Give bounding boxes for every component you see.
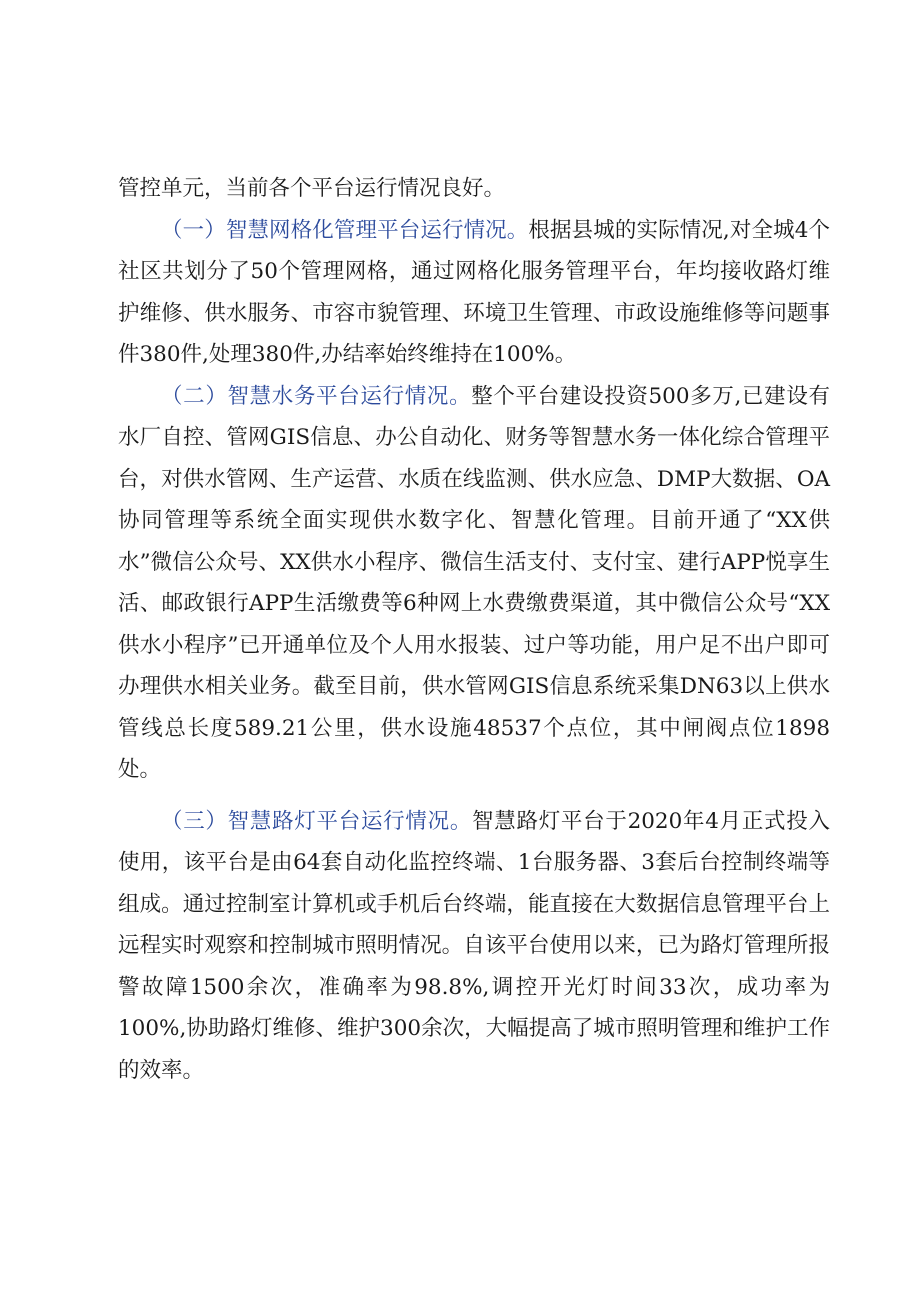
paragraph-smart-water <box>118 376 830 791</box>
paragraph-smart-streetlight <box>118 801 830 1092</box>
paragraph-text: 整个平台建设投资500多万,已建设有水厂自控、管网GIS信息、办公自动化、财务等智慧水务一体化综合管理平台，对供水管网、生产运营、水质在线监测、供水应急、DMP大数据、OA协同管理等系统全面实现供水数字化、智慧化管理。目前开通了“XX供水”微信公众号、XX供水小程序、微信生活支付、支付宝、建行APP悦享生活、邮政银行APP生活缴费等6种网上水费缴费渠道，其中微信公众号“XX供水小程序”已开通单位及个人用水报装、过户等功能，用户足不出户即可办理供水相关业务。截至目前，供水管网GIS信息系统采集DN63以上供水管线总长度589.21公里，供水设施48537个点位，其中闸阀点位1898处。 <box>118 383 830 782</box>
section-heading-smart-water: （二）智慧水务平台运行情况。 <box>161 383 472 409</box>
section-heading-grid-management: （一）智慧网格化管理平台运行情况。 <box>161 217 529 243</box>
section-heading-smart-streetlight: （三）智慧路灯平台运行情况。 <box>161 808 473 834</box>
paragraph-grid-management <box>118 210 830 376</box>
document-body <box>118 168 830 1091</box>
paragraph-text: 管控单元，当前各个平台运行情况良好。 <box>118 176 506 201</box>
paragraph-text: 智慧路灯平台于2020年4月正式投入使用，该平台是由64套自动化监控终端、1台服务器、3套后台控制终端等组成。通过控制室计算机或手机后台终端，能直接在大数据信息管理平台上远程实时观察和控制城市照明情况。自该平台使用以来，已为路灯管理所报警故障1500余次，准确率为98.8%,调控开光灯时间33次，成功率为100%,协助路灯维修、维护300余次，大幅提高了城市照明管理和维护工作的效率。 <box>118 808 830 1083</box>
paragraph-text: 根据县城的实际情况,对全城4个社区共划分了50个管理网格，通过网格化服务管理平台，年均接收路灯维护维修、供水服务、市容市貌管理、环境卫生管理、市政设施维修等问题事件380件,处理380件,办结率始终维持在100%。 <box>118 217 830 367</box>
paragraph-intro-continuation <box>118 168 830 210</box>
